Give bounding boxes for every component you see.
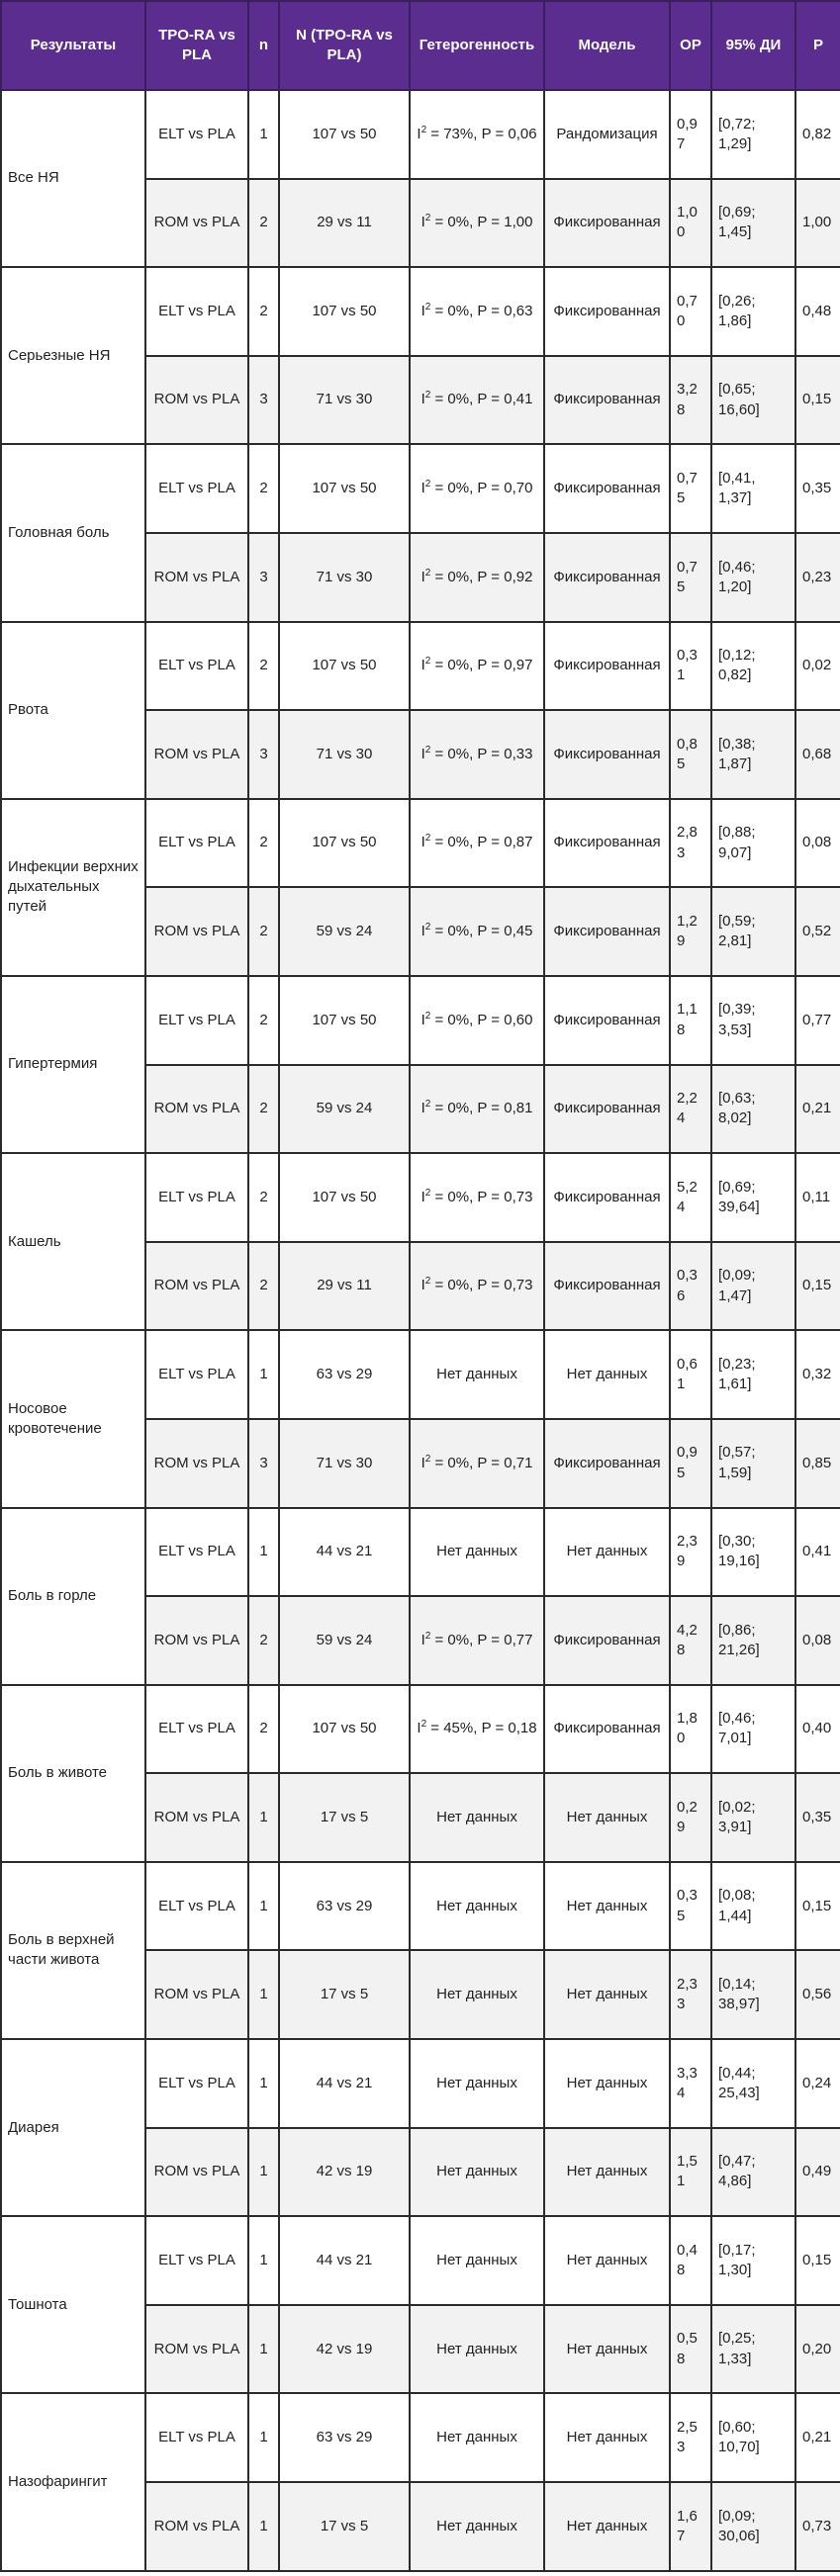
table-row <box>1 799 840 888</box>
comparison-cell: ELT vs PLA <box>145 2039 248 2128</box>
p-cell: 0,35 <box>795 444 840 533</box>
outcome-cell: Носовое кровотечение <box>1 1330 145 1507</box>
comparison-cell: ELT vs PLA <box>145 622 248 711</box>
p-cell: 0,32 <box>795 1330 840 1419</box>
or-cell: 3,28 <box>670 356 711 445</box>
model-cell: Фиксированная <box>544 1685 670 1774</box>
n-cell: 2 <box>248 887 279 976</box>
n-groups-cell: 59 vs 24 <box>279 1596 410 1685</box>
n-groups-cell: 107 vs 50 <box>279 1685 410 1774</box>
heterogeneity-cell: $I^2 = 0\%$, P = 0,73 <box>410 1153 544 1242</box>
comparison-cell: ELT vs PLA <box>145 1508 248 1597</box>
n-cell: 2 <box>248 1596 279 1685</box>
heterogeneity-cell: Нет данных <box>410 2216 544 2305</box>
header-heterogeneity: Гетерогенность <box>410 1 544 90</box>
n-groups-cell: 29 vs 11 <box>279 1242 410 1331</box>
outcome-cell: Все НЯ <box>1 90 145 267</box>
header-model: Модель <box>544 1 670 90</box>
ci-cell: [0,09; 30,06] <box>711 2482 795 2571</box>
heterogeneity-cell: $I^2 = 0\%$, P = 0,81 <box>410 1065 544 1154</box>
n-cell: 2 <box>248 1153 279 1242</box>
heterogeneity-cell: Нет данных <box>410 2482 544 2571</box>
p-cell: 0,21 <box>795 2393 840 2482</box>
outcome-cell: Диарея <box>1 2039 145 2216</box>
n-cell: 2 <box>248 267 279 356</box>
or-cell: 0,36 <box>670 1242 711 1331</box>
table-row <box>1 90 840 179</box>
n-groups-cell: 71 vs 30 <box>279 710 410 799</box>
ci-cell: [0,38; 1,87] <box>711 710 795 799</box>
model-cell: Нет данных <box>544 1862 670 1951</box>
table-row <box>1 2216 840 2305</box>
or-cell: 0,29 <box>670 1773 711 1862</box>
or-cell: 2,83 <box>670 799 711 888</box>
comparison-cell: ELT vs PLA <box>145 1330 248 1419</box>
n-groups-cell: 107 vs 50 <box>279 622 410 711</box>
n-cell: 2 <box>248 179 279 268</box>
comparison-cell: ROM vs PLA <box>145 2128 248 2217</box>
ci-cell: [0,69; 1,45] <box>711 179 795 268</box>
model-cell: Нет данных <box>544 1508 670 1597</box>
or-cell: 0,75 <box>670 444 711 533</box>
outcome-cell: Тошнота <box>1 2216 145 2393</box>
heterogeneity-cell: $I^2 = 0\%$, P = 0,77 <box>410 1596 544 1685</box>
n-cell: 1 <box>248 2128 279 2217</box>
ci-cell: [0,08; 1,44] <box>711 1862 795 1951</box>
ci-cell: [0,59; 2,81] <box>711 887 795 976</box>
heterogeneity-cell: $I^2 = 0\%$, P = 0,73 <box>410 1242 544 1331</box>
heterogeneity-cell: Нет данных <box>410 2305 544 2394</box>
heterogeneity-cell: $I^2 = 45\%$, P = 0,18 <box>410 1685 544 1774</box>
p-cell: 0,40 <box>795 1685 840 1774</box>
p-cell: 0,15 <box>795 2216 840 2305</box>
comparison-cell: ROM vs PLA <box>145 179 248 268</box>
n-groups-cell: 59 vs 24 <box>279 887 410 976</box>
n-groups-cell: 42 vs 19 <box>279 2128 410 2217</box>
table-row <box>1 444 840 533</box>
heterogeneity-cell: $I^2 = 0\%$, P = 0,60 <box>410 976 544 1065</box>
p-cell: 0,35 <box>795 1773 840 1862</box>
header-p: P <box>795 1 840 90</box>
comparison-cell: ELT vs PLA <box>145 2393 248 2482</box>
outcome-cell: Гипертермия <box>1 976 145 1153</box>
heterogeneity-cell: $I^2 = 0\%$, P = 0,71 <box>410 1419 544 1508</box>
p-cell: 0,68 <box>795 710 840 799</box>
n-cell: 1 <box>248 2305 279 2394</box>
outcome-cell: Назофарингит <box>1 2393 145 2570</box>
model-cell: Рандомизация <box>544 90 670 179</box>
heterogeneity-cell: $I^2 = 0\%$, P = 0,92 <box>410 533 544 622</box>
outcome-cell: Инфекции верхних дыхательных путей <box>1 799 145 976</box>
comparison-cell: ROM vs PLA <box>145 1419 248 1508</box>
n-cell: 2 <box>248 799 279 888</box>
heterogeneity-cell: $I^2 = 0\%$, P = 0,87 <box>410 799 544 888</box>
comparison-cell: ROM vs PLA <box>145 1773 248 1862</box>
p-cell: 0,24 <box>795 2039 840 2128</box>
p-cell: 0,15 <box>795 1862 840 1951</box>
comparison-cell: ELT vs PLA <box>145 976 248 1065</box>
comparison-cell: ELT vs PLA <box>145 1862 248 1951</box>
n-groups-cell: 107 vs 50 <box>279 90 410 179</box>
p-cell: 0,73 <box>795 2482 840 2571</box>
comparison-cell: ELT vs PLA <box>145 444 248 533</box>
or-cell: 2,39 <box>670 1508 711 1597</box>
n-cell: 3 <box>248 533 279 622</box>
comparison-cell: ELT vs PLA <box>145 267 248 356</box>
ci-cell: [0,65; 16,60] <box>711 356 795 445</box>
comparison-cell: ROM vs PLA <box>145 2482 248 2571</box>
heterogeneity-cell: Нет данных <box>410 1862 544 1951</box>
heterogeneity-cell: $I^2 = 0\%$, P = 0,63 <box>410 267 544 356</box>
n-cell: 3 <box>248 1419 279 1508</box>
table-row <box>1 267 840 356</box>
heterogeneity-cell: $I^2 = 0\%$, P = 0,97 <box>410 622 544 711</box>
ci-cell: [0,72; 1,29] <box>711 90 795 179</box>
model-cell: Нет данных <box>544 2482 670 2571</box>
comparison-cell: ROM vs PLA <box>145 887 248 976</box>
model-cell: Фиксированная <box>544 1242 670 1331</box>
or-cell: 2,33 <box>670 1950 711 2039</box>
n-cell: 2 <box>248 1242 279 1331</box>
heterogeneity-cell: Нет данных <box>410 1508 544 1597</box>
model-cell: Нет данных <box>544 1773 670 1862</box>
p-cell: 0,52 <box>795 887 840 976</box>
comparison-cell: ROM vs PLA <box>145 710 248 799</box>
or-cell: 3,34 <box>670 2039 711 2128</box>
heterogeneity-cell: $I^2 = 0\%$, P = 1,00 <box>410 179 544 268</box>
n-cell: 3 <box>248 356 279 445</box>
comparison-cell: ROM vs PLA <box>145 356 248 445</box>
n-cell: 1 <box>248 1508 279 1597</box>
model-cell: Нет данных <box>544 2305 670 2394</box>
heterogeneity-cell: Нет данных <box>410 1950 544 2039</box>
model-cell: Нет данных <box>544 2128 670 2217</box>
p-cell: 0,49 <box>795 2128 840 2217</box>
n-groups-cell: 63 vs 29 <box>279 1330 410 1419</box>
or-cell: 2,53 <box>670 2393 711 2482</box>
ci-cell: [0,23; 1,61] <box>711 1330 795 1419</box>
model-cell: Фиксированная <box>544 887 670 976</box>
n-cell: 1 <box>248 1862 279 1951</box>
n-groups-cell: 44 vs 21 <box>279 1508 410 1597</box>
comparison-cell: ELT vs PLA <box>145 799 248 888</box>
model-cell: Фиксированная <box>544 267 670 356</box>
n-groups-cell: 42 vs 19 <box>279 2305 410 2394</box>
ci-cell: [0,25; 1,33] <box>711 2305 795 2394</box>
p-cell: 0,20 <box>795 2305 840 2394</box>
model-cell: Фиксированная <box>544 976 670 1065</box>
or-cell: 0,95 <box>670 1419 711 1508</box>
header-ci: 95% ДИ <box>711 1 795 90</box>
model-cell: Фиксированная <box>544 1419 670 1508</box>
ci-cell: [0,41, 1,37] <box>711 444 795 533</box>
n-groups-cell: 59 vs 24 <box>279 1065 410 1154</box>
n-cell: 1 <box>248 1773 279 1862</box>
ci-cell: [0,14; 38,97] <box>711 1950 795 2039</box>
or-cell: 2,24 <box>670 1065 711 1154</box>
p-cell: 0,48 <box>795 267 840 356</box>
n-cell: 2 <box>248 1065 279 1154</box>
p-cell: 0,15 <box>795 1242 840 1331</box>
ci-cell: [0,09; 1,47] <box>711 1242 795 1331</box>
ci-cell: [0,12; 0,82] <box>711 622 795 711</box>
table-row <box>1 2039 840 2128</box>
or-cell: 0,75 <box>670 533 711 622</box>
ci-cell: [0,30; 19,16] <box>711 1508 795 1597</box>
p-cell: 0,77 <box>795 976 840 1065</box>
comparison-cell: ROM vs PLA <box>145 1950 248 2039</box>
comparison-cell: ROM vs PLA <box>145 1065 248 1154</box>
p-cell: 0,11 <box>795 1153 840 1242</box>
n-groups-cell: 17 vs 5 <box>279 1773 410 1862</box>
header-outcome: Результаты <box>1 1 145 90</box>
ci-cell: [0,02; 3,91] <box>711 1773 795 1862</box>
heterogeneity-cell: $I^2 = 0\%$, P = 0,70 <box>410 444 544 533</box>
outcome-cell: Серьезные НЯ <box>1 267 145 444</box>
n-groups-cell: 44 vs 21 <box>279 2216 410 2305</box>
n-groups-cell: 17 vs 5 <box>279 1950 410 2039</box>
heterogeneity-cell: $I^2 = 0\%$, P = 0,45 <box>410 887 544 976</box>
n-cell: 2 <box>248 622 279 711</box>
p-cell: 0,23 <box>795 533 840 622</box>
or-cell: 0,97 <box>670 90 711 179</box>
n-cell: 1 <box>248 2482 279 2571</box>
heterogeneity-cell: Нет данных <box>410 2393 544 2482</box>
ci-cell: [0,63; 8,02] <box>711 1065 795 1154</box>
model-cell: Фиксированная <box>544 533 670 622</box>
or-cell: 1,67 <box>670 2482 711 2571</box>
ci-cell: [0,46; 1,20] <box>711 533 795 622</box>
model-cell: Фиксированная <box>544 799 670 888</box>
comparison-cell: ELT vs PLA <box>145 90 248 179</box>
model-cell: Нет данных <box>544 2216 670 2305</box>
n-groups-cell: 17 vs 5 <box>279 2482 410 2571</box>
p-cell: 0,82 <box>795 90 840 179</box>
n-groups-cell: 107 vs 50 <box>279 444 410 533</box>
header-or: ОР <box>670 1 711 90</box>
outcome-cell: Боль в верхней части живота <box>1 1862 145 2039</box>
p-cell: 0,56 <box>795 1950 840 2039</box>
header-n-groups: N (TPO-RA vs PLA) <box>279 1 410 90</box>
n-groups-cell: 63 vs 29 <box>279 2393 410 2482</box>
model-cell: Нет данных <box>544 2393 670 2482</box>
header-n: n <box>248 1 279 90</box>
n-groups-cell: 107 vs 50 <box>279 799 410 888</box>
n-cell: 1 <box>248 2216 279 2305</box>
model-cell: Фиксированная <box>544 622 670 711</box>
comparison-cell: ELT vs PLA <box>145 1153 248 1242</box>
n-groups-cell: 107 vs 50 <box>279 1153 410 1242</box>
p-cell: 0,15 <box>795 356 840 445</box>
heterogeneity-cell: Нет данных <box>410 2039 544 2128</box>
heterogeneity-cell: $I^2 = 0\%$, P = 0,33 <box>410 710 544 799</box>
p-cell: 0,21 <box>795 1065 840 1154</box>
table-header <box>1 1 840 90</box>
model-cell: Нет данных <box>544 2039 670 2128</box>
ci-cell: [0,47; 4,86] <box>711 2128 795 2217</box>
p-cell: 0,08 <box>795 799 840 888</box>
n-groups-cell: 71 vs 30 <box>279 356 410 445</box>
or-cell: 1,80 <box>670 1685 711 1774</box>
ci-cell: [0,57; 1,59] <box>711 1419 795 1508</box>
n-cell: 1 <box>248 90 279 179</box>
table-row <box>1 622 840 711</box>
ci-cell: [0,69; 39,64] <box>711 1153 795 1242</box>
heterogeneity-cell: $I^2 = 0\%$, P = 0,41 <box>410 356 544 445</box>
p-cell: 1,00 <box>795 179 840 268</box>
or-cell: 0,35 <box>670 1862 711 1951</box>
p-cell: 0,85 <box>795 1419 840 1508</box>
table-row <box>1 976 840 1065</box>
heterogeneity-cell: $I^2 = 73\%$, P = 0,06 <box>410 90 544 179</box>
table-row <box>1 2393 840 2482</box>
ci-cell: [0,26; 1,86] <box>711 267 795 356</box>
n-cell: 1 <box>248 2393 279 2482</box>
header-row <box>1 1 840 90</box>
ci-cell: [0,88; 9,07] <box>711 799 795 888</box>
model-cell: Фиксированная <box>544 444 670 533</box>
heterogeneity-cell: Нет данных <box>410 1330 544 1419</box>
table-body <box>1 90 840 2571</box>
n-groups-cell: 44 vs 21 <box>279 2039 410 2128</box>
comparison-cell: ROM vs PLA <box>145 533 248 622</box>
model-cell: Нет данных <box>544 1950 670 2039</box>
comparison-cell: ROM vs PLA <box>145 1242 248 1331</box>
ci-cell: [0,17; 1,30] <box>711 2216 795 2305</box>
model-cell: Фиксированная <box>544 179 670 268</box>
p-cell: 0,41 <box>795 1508 840 1597</box>
heterogeneity-cell: Нет данных <box>410 2128 544 2217</box>
n-groups-cell: 107 vs 50 <box>279 267 410 356</box>
outcome-cell: Рвота <box>1 622 145 799</box>
model-cell: Нет данных <box>544 1330 670 1419</box>
heterogeneity-cell: Нет данных <box>410 1773 544 1862</box>
n-groups-cell: 71 vs 30 <box>279 1419 410 1508</box>
or-cell: 0,85 <box>670 710 711 799</box>
model-cell: Фиксированная <box>544 1065 670 1154</box>
p-cell: 0,08 <box>795 1596 840 1685</box>
or-cell: 1,18 <box>670 976 711 1065</box>
comparison-cell: ELT vs PLA <box>145 1685 248 1774</box>
or-cell: 1,00 <box>670 179 711 268</box>
outcome-cell: Головная боль <box>1 444 145 621</box>
n-groups-cell: 71 vs 30 <box>279 533 410 622</box>
n-groups-cell: 29 vs 11 <box>279 179 410 268</box>
or-cell: 4,28 <box>670 1596 711 1685</box>
model-cell: Фиксированная <box>544 1596 670 1685</box>
comparison-cell: ROM vs PLA <box>145 1596 248 1685</box>
or-cell: 0,58 <box>670 2305 711 2394</box>
or-cell: 0,70 <box>670 267 711 356</box>
n-cell: 1 <box>248 2039 279 2128</box>
ci-cell: [0,44; 25,43] <box>711 2039 795 2128</box>
or-cell: 1,29 <box>670 887 711 976</box>
or-cell: 0,61 <box>670 1330 711 1419</box>
n-cell: 2 <box>248 444 279 533</box>
comparison-cell: ROM vs PLA <box>145 2305 248 2394</box>
outcome-cell: Кашель <box>1 1153 145 1330</box>
table-row <box>1 1862 840 1951</box>
or-cell: 1,51 <box>670 2128 711 2217</box>
ci-cell: [0,60; 10,70] <box>711 2393 795 2482</box>
ci-cell: [0,86; 21,26] <box>711 1596 795 1685</box>
outcome-cell: Боль в горле <box>1 1508 145 1685</box>
n-cell: 2 <box>248 976 279 1065</box>
n-cell: 1 <box>248 1950 279 2039</box>
model-cell: Фиксированная <box>544 1153 670 1242</box>
outcome-cell: Боль в животе <box>1 1685 145 1862</box>
n-groups-cell: 63 vs 29 <box>279 1862 410 1951</box>
n-cell: 2 <box>248 1685 279 1774</box>
or-cell: 5,24 <box>670 1153 711 1242</box>
table-row <box>1 1685 840 1774</box>
p-cell: 0,02 <box>795 622 840 711</box>
model-cell: Фиксированная <box>544 710 670 799</box>
table-row <box>1 1508 840 1597</box>
ci-cell: [0,46; 7,01] <box>711 1685 795 1774</box>
or-cell: 0,48 <box>670 2216 711 2305</box>
comparison-cell: ELT vs PLA <box>145 2216 248 2305</box>
ci-cell: [0,39; 3,53] <box>711 976 795 1065</box>
model-cell: Фиксированная <box>544 356 670 445</box>
n-groups-cell: 107 vs 50 <box>279 976 410 1065</box>
table-row <box>1 1330 840 1419</box>
n-cell: 3 <box>248 710 279 799</box>
or-cell: 0,31 <box>670 622 711 711</box>
header-comparison: TPO-RA vs PLA <box>145 1 248 90</box>
n-cell: 1 <box>248 1330 279 1419</box>
table-row <box>1 1153 840 1242</box>
